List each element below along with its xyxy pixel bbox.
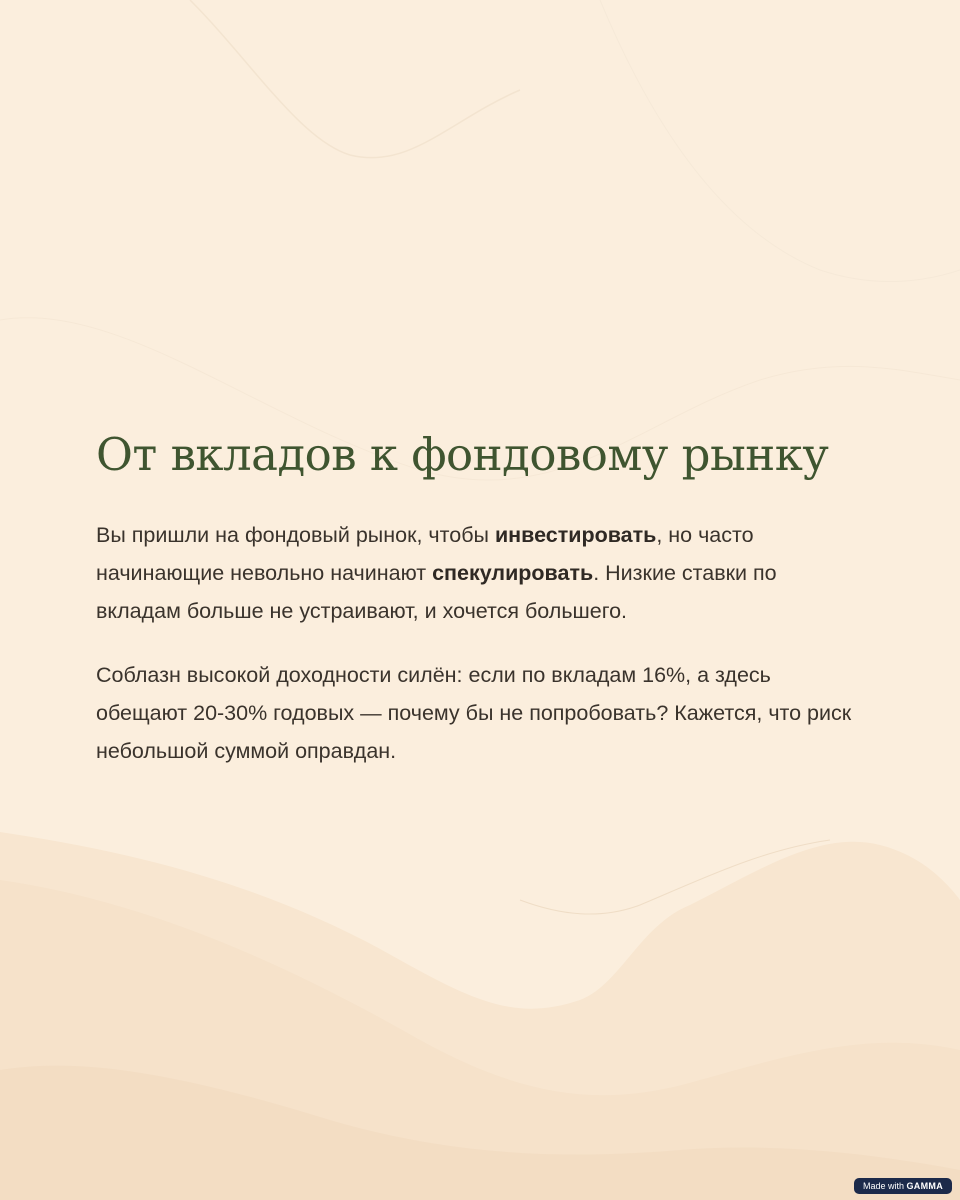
- paragraph-1: [96, 516, 866, 630]
- paragraph-1-text-3: . Низкие ставки по вкладам больше не устраивают, и хочется большего.: [96, 561, 777, 623]
- bold-speculate: спекулировать: [432, 561, 594, 585]
- slide-title: От вкладов к фондовому рынку: [96, 428, 829, 481]
- paragraph-2: Соблазн высокой доходности силён: если по вкладам 16%, а здесь обещают 20-30% годовых — почему бы не попробовать? Кажется, что риск небольшой суммой оправдан.: [96, 663, 852, 763]
- bold-invest: инвестировать: [494, 523, 657, 547]
- badge-prefix: Made with: [862, 1181, 907, 1191]
- paragraph-1-text-1: Вы пришли на фондовый рынок, чтобы: [96, 523, 495, 547]
- paragraph-1-text-2: , но часто начинающие невольно начинают: [96, 523, 754, 585]
- made-with-gamma-badge[interactable]: [854, 1178, 952, 1194]
- slide-content: [96, 424, 866, 770]
- gamma-logo-text: GAMMA: [906, 1181, 943, 1191]
